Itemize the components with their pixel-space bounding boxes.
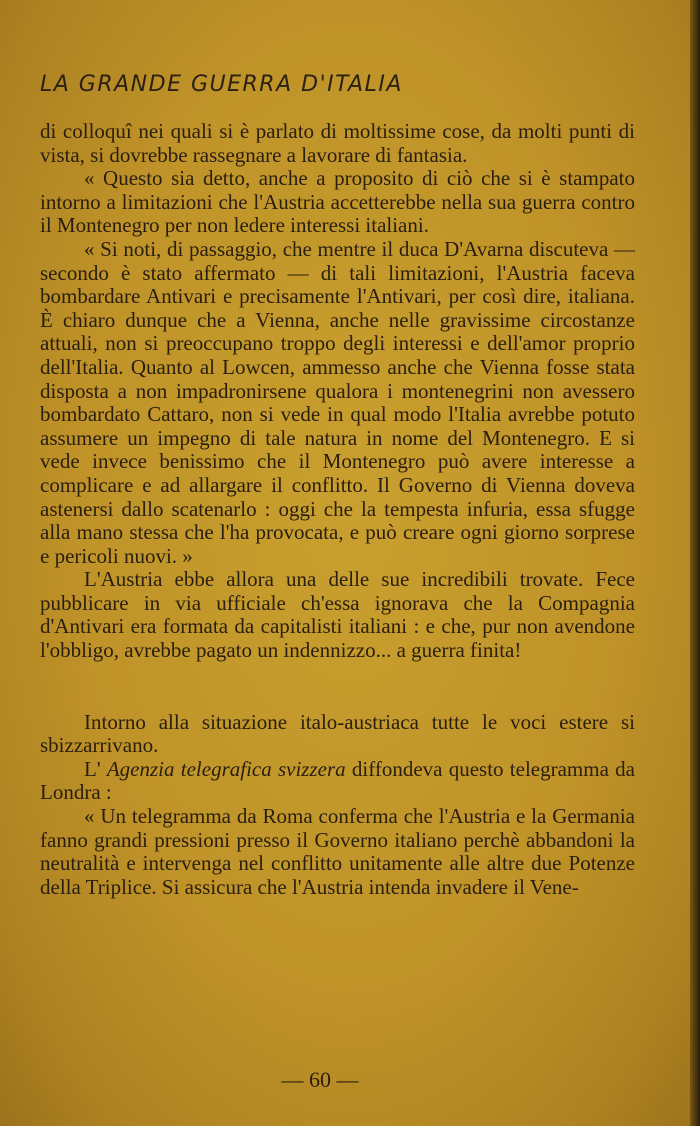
section-gap — [40, 663, 635, 711]
agency-name: Agenzia telegrafica svizzera — [106, 756, 346, 781]
paragraph-6 — [40, 758, 635, 805]
paragraph-6-suffix: diffondeva questo telegramma da Londra : — [40, 756, 635, 805]
page-edge — [690, 0, 700, 1126]
paragraph-4: L'Austria ebbe allora una delle sue incredibili trovate. Fece pubblicare in via ufficiale ch'essa ignorava che la Compagnia d'Antivari era formata da capitalisti italiani : e che, pur non avendone l'obbligo, avrebbe pagato un indennizzo... a guerra finita! — [40, 567, 635, 663]
paragraph-1: di colloquî nei quali si è parlato di moltissime cose, da molti punti di vista, si dovrebbe rassegnare a lavorare di fantasia. — [40, 119, 635, 167]
body-text — [40, 120, 635, 899]
paragraph-5: Intorno alla situazione italo-austriaca tutte le voci estere si sbizzarrivano. — [40, 709, 635, 758]
paragraph-7: « Un telegramma da Roma conferma che l'Austria e la Germania fanno grandi pressioni presso il Governo italiano perchè abbandoni la neutralità e intervenga nel conflitto unitamente alle altre due Potenze della Triplice. Si assicura che l'Austria intenda invadere il Vene- — [40, 804, 635, 899]
paragraph-6-prefix: L' — [84, 756, 107, 781]
paragraph-2: « Questo sia detto, anche a proposito di ciò che si è stampato intorno a limitazioni che l'Austria accetterebbe nella sua guerra contro il Montenegro per non ledere interessi italiani. — [40, 166, 635, 238]
paragraph-3: « Si noti, di passaggio, che mentre il duca D'Avarna discuteva — secondo è stato affermato — di tali limitazioni, l'Austria faceva bombardare Antivari e precisamente l'Antivari, per così dire, italiana. È chiaro dunque che a Vienna, anche nelle gravissime circostanze attuali, non si preoccupano troppo degli interessi e dell'amor proprio dell'Italia. Quanto al Lowcen, ammesso anche che Vienna fosse stata disposta a non impadronirsene qualora i montenegrini non avessero bombardato Cattaro, non si vede in qual modo l'Italia avrebbe potuto assumere un impegno di tale natura in nome del Montenegro. E si vede invece benissimo che il Montenegro può avere interesse a complicare e ad allargare il conflitto. Il Governo di Vienna doveva astenersi dallo scatenarlo : oggi che la tempesta infuria, essa sfugge alla mano stessa che l'ha provocata, e può creare ogni giorno sorprese e pericoli nuovi. » — [40, 236, 635, 568]
page-number: — 60 — — [281, 1067, 359, 1092]
running-head: LA GRANDE GUERRA D'ITALIA — [40, 72, 403, 97]
